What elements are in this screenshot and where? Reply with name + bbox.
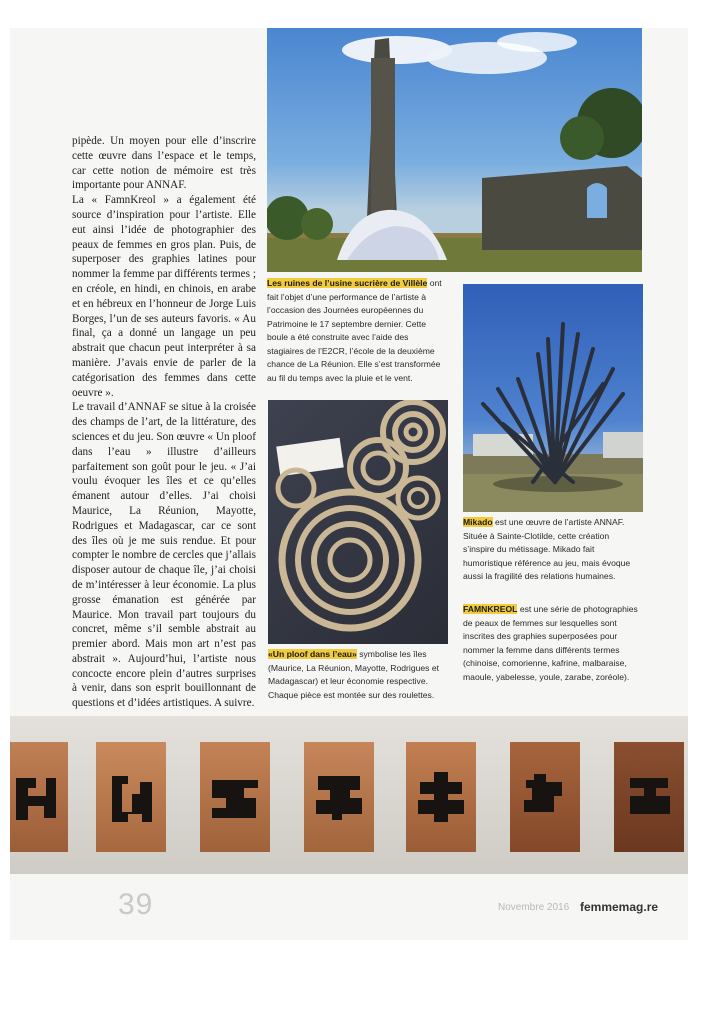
magazine-site: femmemag.re xyxy=(580,900,659,914)
article-paragraph-1: pipède. Un moyen pour elle d’inscrire cette œuvre dans l’espace et le temps, car cette notion de mémoire est très importante pour ANNAF. xyxy=(72,135,256,192)
famnkreol-caption-text: est une série de photographies de peaux de femmes sur lesquelles sont inscrites des graphies superposées pour nommer la femme dans différents termes (chinoise, comorienne, kafrine, malbaraise, maoule, yabelesse, youle, zarabe, zoréole). xyxy=(463,604,638,682)
ploof-caption-title: «Un ploof dans l’eau» xyxy=(268,649,357,659)
page-number: 39 xyxy=(118,888,154,921)
skin-panel-2 xyxy=(96,742,166,852)
mikado-caption xyxy=(463,516,643,584)
skin-panel-7 xyxy=(614,742,684,852)
mikado-caption-title: Mikado xyxy=(463,517,493,527)
article-paragraph-2: La « FamnKreol » a également été source d’inspiration pour l’artiste. Elle eut ainsi l’idée de photographier des peaux de femmes en gros plan. Puis, de superposer des graphies latines pour nommer la femme par différents termes ; en créole, en hindi, en chinois, en arabe et en hébreux en l’honneur de Jorge Luis Borges, l’un de ses auteurs favoris. « Au final, ça a donné un langage un peu abstrait que chacun peut interpréter à sa manière. J’avais envie de parler de la catégorisation des femmes dans cette oeuvre ». xyxy=(72,194,256,399)
famnkreol-caption-title: FAMNKREOL xyxy=(463,604,518,614)
ploof-circles-photo xyxy=(268,400,448,644)
ploof-caption-text: symbolise les îles (Maurice, La Réunion, Mayotte, Rodrigues et Madagascar) et leur économie respective. Chaque pièce est montée sur des roulettes. xyxy=(268,649,440,700)
skin-panel-4 xyxy=(304,742,374,852)
skin-panel-6 xyxy=(510,742,580,852)
mikado-sculpture-photo xyxy=(463,284,643,512)
issue-date: Novembre 2016 xyxy=(498,902,570,913)
famnkreol-caption xyxy=(463,603,645,684)
ploof-caption xyxy=(268,648,448,702)
villele-ruins-photo xyxy=(267,28,642,272)
mikado-caption-text: est une œuvre de l’artiste ANNAF. Située à Sainte-Clotilde, cette création s’inspire du métissage. Mikado fait humoristique référence au jeu, mais évoque aussi la fragilité des relations humaines. xyxy=(463,517,631,581)
article-paragraph-3: Le travail d’ANNAF se situe à la croisée des champs de l’art, de la littérature, des sciences et du jeu. Son œuvre « Un ploof dans l’eau » illustre d’ailleurs parfaitement son goût pour le jeu. « J’ai voulu évoquer les îles et ce qu’elles émanent autour d’elles. J’ai choisi Maurice, La Réunion, Mayotte, Rodrigues et Madagascar, car ce sont des îles où je me suis rendue. Et pour compter le nombre de cercles que j’allais disposer autour de chaque île, j’ai choisi de m’intéresser à leur économie. La plus grosse émanation est générée par Maurice. Mon travail part toujours du concret, même s’il semble abstrait au premier abord. Mais mon art n’est pas abstrait ». Aujourd’hui, l’artiste nous concocte encore plein d’autres surprises à venir, dans son esprit bouillonnant de questions et d’idées artistiques. A suivre. xyxy=(72,401,256,710)
article-body xyxy=(72,134,256,711)
villele-caption-text: ont fait l’objet d’une performance de l’artiste à l’occasion des Journées européennes du Patrimoine le 17 septembre dernier. Cette boule a été construite avec l’aide des stagiaires de l’E2CR, l’école de la deuxième chance de La Réunion. Elle s’est transformée au fil du temps avec la pluie et le vent. xyxy=(267,278,442,383)
skin-panel-5 xyxy=(406,742,476,852)
villele-caption-title: Les ruines de l’usine sucrière de Villèle xyxy=(267,278,428,288)
skin-panel-1 xyxy=(10,742,68,852)
villele-caption xyxy=(267,277,445,385)
skin-panel-3 xyxy=(200,742,270,852)
